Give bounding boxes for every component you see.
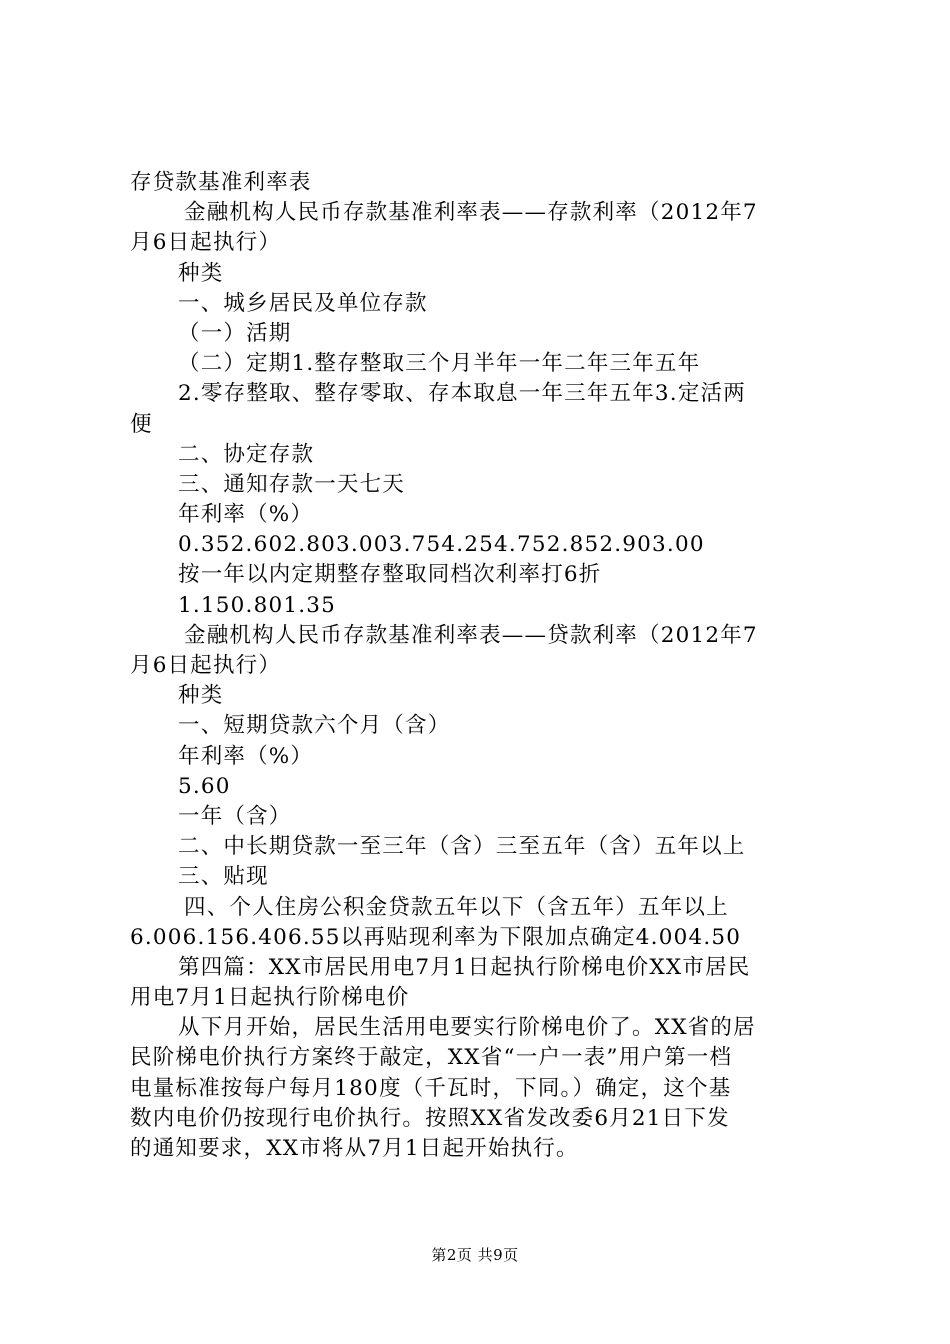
- text-line: 三、贴现: [178, 864, 269, 890]
- text-line: 月6日起执行）: [130, 230, 282, 256]
- text-line: 存贷款基准利率表: [130, 170, 312, 195]
- text-line: （二）定期1.整存整取三个月半年一年二年三年五年: [178, 351, 701, 377]
- text-line: 民阶梯电价执行方案终于敲定，XX省“一户一表”用户第一档: [130, 1045, 733, 1071]
- text-line: 金融机构人民币存款基准利率表——存款利率（2012年7: [184, 200, 758, 226]
- text-line: 第四篇：XX市居民用电7月1日起执行阶梯电价XX市居民: [178, 954, 751, 980]
- text-line: 从下月开始，居民生活用电要实行阶梯电价了。XX省的居: [178, 1015, 756, 1041]
- text-line: 一、短期贷款六个月（含）: [178, 713, 451, 739]
- text-line: 用电7月1日起执行阶梯电价: [130, 985, 410, 1011]
- text-line: 四、个人住房公积金贷款五年以下（含五年）五年以上: [184, 894, 729, 920]
- text-line: 的通知要求，XX市将从7月1日起开始执行。: [130, 1136, 579, 1161]
- text-line: 6.006.156.406.55以再贴现利率为下限加点确定4.004.50: [130, 924, 742, 950]
- text-line: （一）活期: [178, 320, 292, 346]
- text-line: 三、通知存款一天七天: [178, 471, 406, 497]
- text-line: 月6日起执行）: [130, 653, 282, 678]
- text-line: 1.150.801.35: [178, 592, 337, 618]
- text-line: 0.352.602.803.003.754.254.752.852.903.00: [178, 532, 705, 558]
- text-line: 便: [130, 411, 153, 437]
- page-footer: 第2页 共9页: [431, 1246, 519, 1264]
- text-line: 一年（含）: [178, 803, 292, 829]
- text-line: 种类: [178, 683, 224, 709]
- text-line: 二、中长期贷款一至三年（含）三至五年（含）五年以上: [178, 834, 746, 860]
- text-line: 种类: [178, 260, 224, 286]
- text-line: 年利率（%）: [178, 502, 314, 528]
- document-body: [130, 168, 830, 1164]
- text-line: 按一年以内定期整存整取同档次利率打6折: [178, 562, 602, 588]
- text-line: 2.零存整取、整存零取、存本取息一年三年五年3.定活两: [178, 381, 746, 407]
- text-line: 金融机构人民币存款基准利率表——贷款利率（2012年7: [184, 622, 758, 648]
- text-line: 二、协定存款: [178, 441, 315, 467]
- text-line: 一、城乡居民及单位存款: [178, 290, 428, 316]
- text-line: 5.60: [178, 773, 231, 799]
- text-line: 数内电价仍按现行电价执行。按照XX省发改委6月21日下发: [130, 1105, 730, 1131]
- text-line: 电量标准按每户每月180度（千瓦时，下同。）确定，这个基: [130, 1075, 732, 1101]
- text-line: 年利率（%）: [178, 743, 314, 769]
